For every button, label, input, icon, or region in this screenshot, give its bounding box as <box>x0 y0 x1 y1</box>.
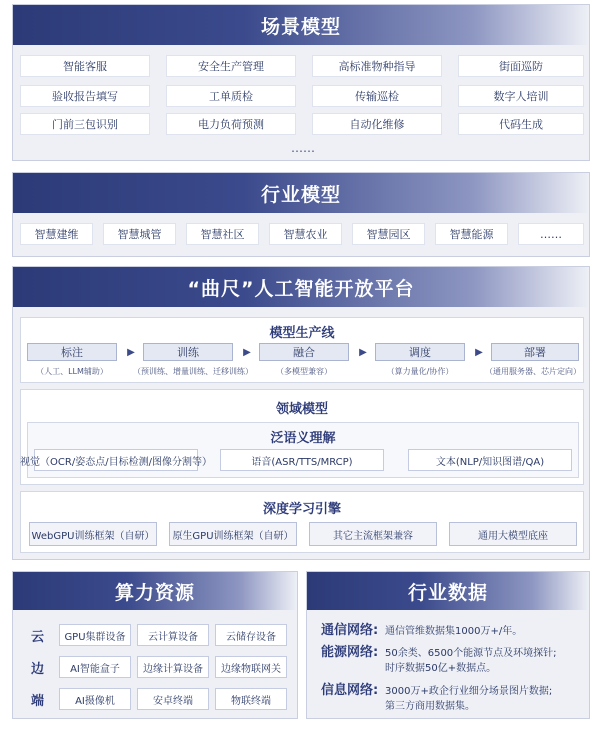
step-label-fuse: 融合 <box>259 343 349 361</box>
data-row-text: 50余类、6500个能源节点及环境探针; <box>385 648 557 659</box>
scene-model-title: 场景模型 <box>13 5 589 45</box>
scene-item: 智能客服 <box>20 55 150 77</box>
data-row-text: 3000万+政企行业细分场景图片数据; <box>385 686 553 697</box>
data-row-text: 第三方商用数据集。 <box>385 701 475 712</box>
step-label-annotate: 标注 <box>27 343 117 361</box>
industry-item: …… <box>518 223 584 245</box>
compute-panel <box>12 571 298 719</box>
deep-item: 通用大模型底座 <box>449 522 577 546</box>
industry-item: 智慧社区 <box>186 223 259 245</box>
chevron-right-icon: ▶ <box>475 346 483 358</box>
platform-title: “曲尺”人工智能开放平台 <box>13 267 589 307</box>
scene-item: 门前三包识别 <box>20 113 150 135</box>
domain-item-speech: 语音(ASR/TTS/MRCP) <box>220 449 384 471</box>
scene-item: 街面巡防 <box>458 55 584 77</box>
industry-data-title: 行业数据 <box>307 572 589 610</box>
compute-item: AI智能盒子 <box>59 656 131 678</box>
compute-item: AI摄像机 <box>59 688 131 710</box>
data-row-label: 通信网络: <box>321 623 379 638</box>
deep-learning-section <box>20 491 584 553</box>
data-row-label: 信息网络: <box>321 683 379 698</box>
step-note-train: （预训练、增量训练、迁移训练） <box>133 367 253 376</box>
compute-item: GPU集群设备 <box>59 624 131 646</box>
scene-item: 工单质检 <box>166 85 296 107</box>
compute-item: 边缘物联网关 <box>215 656 287 678</box>
semantic-understanding-box <box>20 422 579 478</box>
deep-item: 原生GPU训练框架（自研） <box>169 522 297 546</box>
compute-row-label-cloud: 云 <box>31 630 45 645</box>
step-label-schedule: 调度 <box>375 343 465 361</box>
data-row-telecom <box>321 624 581 640</box>
domain-model-section <box>20 389 584 485</box>
data-row-energy <box>321 646 581 678</box>
compute-title: 算力资源 <box>13 572 297 610</box>
domain-item-text: 文本(NLP/知识图谱/QA) <box>408 449 572 471</box>
semantic-understanding-title: 泛语义理解 <box>270 431 336 446</box>
step-label-train: 训练 <box>143 343 233 361</box>
compute-item: 云计算设备 <box>137 624 209 646</box>
data-row-text: 通信管维数据集1000万+/年。 <box>385 626 523 637</box>
deep-item: WebGPU训练框架（自研） <box>29 522 157 546</box>
step-note-annotate: （人工、LLM辅助） <box>36 367 108 376</box>
step-label-deploy: 部署 <box>491 343 579 361</box>
deep-learning-title: 深度学习引擎 <box>262 502 341 517</box>
scene-item: 高标准物种指导 <box>312 55 442 77</box>
platform-panel <box>12 266 590 560</box>
chevron-right-icon: ▶ <box>359 346 367 358</box>
production-line-section <box>20 317 584 383</box>
chevron-right-icon: ▶ <box>243 346 251 358</box>
deep-item: 其它主流框架兼容 <box>309 522 437 546</box>
industry-item: 智慧建维 <box>20 223 93 245</box>
scene-model-panel <box>12 4 590 161</box>
compute-item: 云储存设备 <box>215 624 287 646</box>
scene-item: 验收报告填写 <box>20 85 150 107</box>
scene-item: 数字人培训 <box>458 85 584 107</box>
industry-item: 智慧城管 <box>103 223 176 245</box>
industry-data-panel <box>306 571 590 719</box>
industry-item: 智慧农业 <box>269 223 342 245</box>
step-note-schedule: （算力量化/协作） <box>386 367 454 376</box>
scene-item: 电力负荷预测 <box>166 113 296 135</box>
scene-item: 代码生成 <box>458 113 584 135</box>
industry-model-panel <box>12 172 590 257</box>
scene-item: 自动化维修 <box>312 113 442 135</box>
compute-item: 安卓终端 <box>137 688 209 710</box>
data-row-info <box>321 684 581 716</box>
chevron-right-icon: ▶ <box>127 346 135 358</box>
data-row-text: 时序数据50亿+数据点。 <box>385 663 497 674</box>
domain-item-vision: 视觉（OCR/姿态点/目标检测/图像分割等） <box>34 449 198 471</box>
compute-item: 物联终端 <box>215 688 287 710</box>
compute-row-label-edge: 边 <box>31 662 45 677</box>
production-line-title: 模型生产线 <box>269 326 335 341</box>
industry-model-title: 行业模型 <box>13 173 589 213</box>
data-row-label: 能源网络: <box>321 645 379 660</box>
scene-item: 安全生产管理 <box>166 55 296 77</box>
compute-item: 边缘计算设备 <box>137 656 209 678</box>
compute-row-label-device: 端 <box>31 694 45 709</box>
scene-item: 传输巡检 <box>312 85 442 107</box>
industry-item: 智慧园区 <box>352 223 425 245</box>
step-note-deploy: （通用服务器、芯片定向） <box>485 367 581 376</box>
industry-item: 智慧能源 <box>435 223 508 245</box>
domain-model-title: 领域模型 <box>275 402 328 417</box>
scene-ellipsis: …… <box>291 141 315 155</box>
step-note-fuse: （多模型兼容） <box>276 367 332 376</box>
